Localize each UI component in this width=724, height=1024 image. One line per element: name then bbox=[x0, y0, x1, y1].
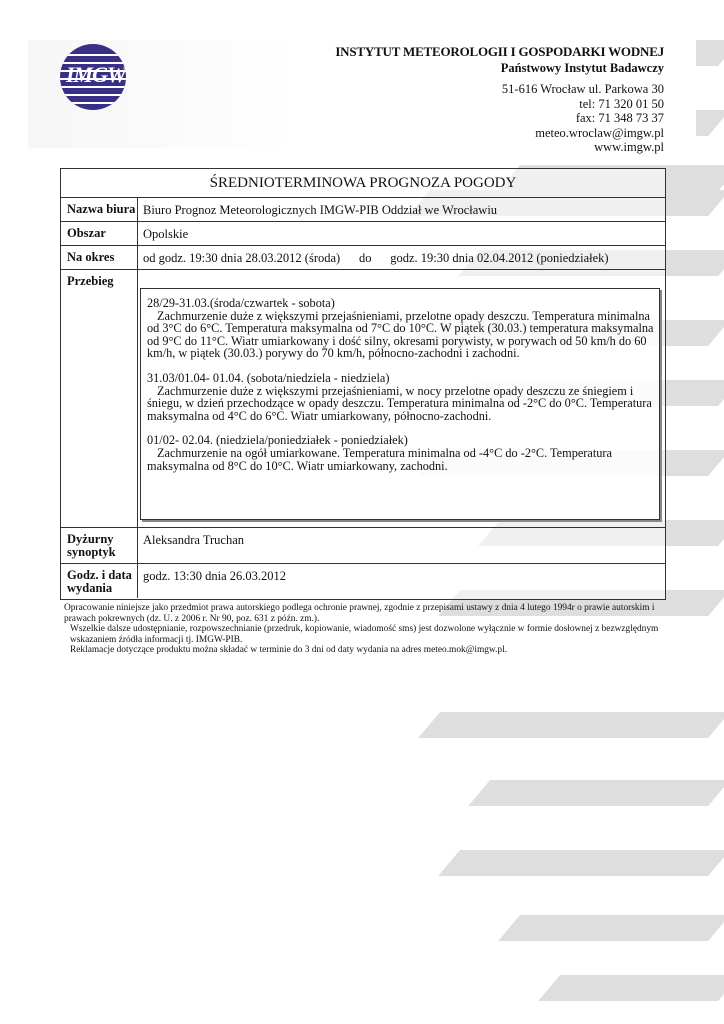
label-przebieg: Przebieg bbox=[67, 274, 114, 288]
address-phone: tel: 71 320 01 50 bbox=[579, 96, 664, 111]
address-email: meteo.wroclaw@imgw.pl bbox=[535, 125, 664, 140]
forecast-period-3-dates: 01/02- 02.04. (niedziela/poniedziałek - poniedziałek) bbox=[147, 433, 408, 448]
address-street: 51-616 Wrocław ul. Parkowa 30 bbox=[501, 82, 664, 96]
institute-subtitle: Państwowy Instytut Badawczy bbox=[500, 61, 664, 75]
forecast-period-1-text: Zachmurzenie duże z większymi przejaśnieniami, przelotne opady deszczu. Temperatura minimalna od 3°C do 6°C. Temperatura maksymalna od 7°C do 10°C. W piątek (30.03.) temperatura maksymalna od 9°C do 11°C. Wiatr umiarkowany i dość silny, okresami porywisty, w porywach od 50 km/h do 60 km/h, w piątek (30.03.) porywy do 70 km/h, północno-zachodni i zachodni. bbox=[147, 308, 654, 361]
row-nazwa-biura bbox=[61, 197, 665, 222]
forecast-period-3-text: Zachmurzenie na ogół umiarkowane. Temperatura minimalna od -4°C do -2°C. Temperatura maksymalna od 8°C do 10°C. Wiatr umiarkowany, zachodni. bbox=[147, 445, 612, 473]
institute-name: INSTYTUT METEOROLOGII I GOSPODARKI WODNEJ bbox=[335, 44, 664, 59]
legal-notes bbox=[64, 603, 664, 656]
logo-text: IMGW bbox=[66, 62, 126, 87]
row-obszar bbox=[61, 221, 665, 246]
imgw-logo bbox=[60, 44, 126, 110]
address-website: www.imgw.pl bbox=[594, 140, 664, 154]
legal-note-distribution: Wszelkie dalsze udostępnianie, rozpowszechnianie (przedruk, kopiowanie, wiadomość sms) jest dozwolone wyłącznie w formie dosłownej z bezwzględnym wskazaniem źródła informacji tj. IMGW-PIB. bbox=[70, 624, 659, 645]
value-nazwa-biura: Biuro Prognoz Meteorologicznych IMGW-PIB Oddział we Wrocławiu bbox=[143, 203, 498, 217]
forecast-period-1-dates: 28/29-31.03.(środa/czwartek - sobota) bbox=[147, 296, 335, 310]
forecast-period-2-text: Zachmurzenie duże z większymi przejaśnieniami, w nocy przelotne opady deszczu ze śniegiem i śniegu, w dzień przechodzące w opady deszczu. Temperatura minimalna od -2°C do 0°C. Temperatura maksymalna od 4°C do 6°C. Wiatr umiarkowany, północno-zachodni. bbox=[147, 383, 652, 423]
legal-note-complaints: Reklamacje dotyczące produktu można składać w terminie do 3 dni od daty wydania na adres meteo.mok@imgw.pl. bbox=[70, 645, 508, 656]
value-na-okres: od godz. 19:30 dnia 28.03.2012 (środa) do godz. 19:30 dnia 02.04.2012 (poniedziałek) bbox=[143, 251, 609, 265]
forecast-text-box bbox=[140, 288, 660, 520]
forecast-period-1 bbox=[141, 297, 659, 360]
address-fax: fax: 71 348 73 37 bbox=[575, 111, 664, 125]
forecast-period-2-dates: 31.03/01.04- 01.04. (sobota/niedziela - niedziela) bbox=[147, 370, 390, 385]
value-godz-wydania: godz. 13:30 dnia 26.03.2012 bbox=[143, 569, 287, 583]
forecast-period-3 bbox=[141, 434, 659, 472]
label-nazwa-biura: Nazwa biura bbox=[67, 202, 136, 216]
form-title: ŚREDNIOTERMINOWA PROGNOZA POGODY bbox=[209, 175, 517, 191]
label-obszar: Obszar bbox=[67, 226, 106, 240]
address-block bbox=[502, 82, 664, 155]
row-dyzurny bbox=[61, 527, 665, 564]
legal-note-copyright: Opracowanie niniejsze jako przedmiot prawa autorskiego podlega ochronie prawnej, zgodnie z przepisami ustawy z dnia 4 lutego 1994r o prawie autorskim i prawach pokrewnych (dz. U. z 2006 r. Nr 90, poz. 631 z późn. zm.). bbox=[64, 603, 655, 624]
value-dyzurny: Aleksandra Truchan bbox=[143, 533, 245, 547]
value-obszar: Opolskie bbox=[143, 227, 189, 241]
row-godz-wydania bbox=[61, 563, 665, 600]
row-na-okres bbox=[61, 245, 665, 270]
label-godz-wydania: Godz. i data wydania bbox=[67, 568, 132, 595]
label-na-okres: Na okres bbox=[67, 250, 115, 264]
forecast-period-2 bbox=[141, 372, 659, 422]
institute-block bbox=[335, 44, 664, 76]
label-dyzurny: Dyżurny synoptyk bbox=[67, 532, 116, 559]
